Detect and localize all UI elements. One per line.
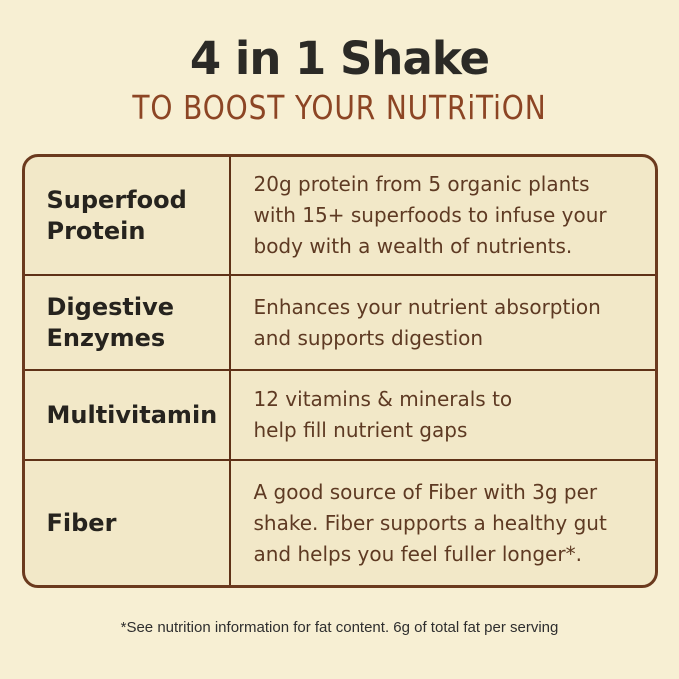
benefit-name-line: Digestive — [46, 292, 175, 321]
benefit-name-cell — [25, 157, 231, 274]
benefit-name-line: Enzymes — [46, 323, 166, 352]
benefit-description-line: help fill nutrient gaps — [253, 418, 468, 443]
table-row-fiber — [25, 459, 655, 585]
footnote: *See nutrition information for fat content. 6g of total fat per serving — [120, 619, 559, 637]
benefit-name-line: Protein — [46, 216, 146, 245]
benefit-description-cell — [231, 276, 655, 369]
table-row-superfood-protein — [25, 157, 655, 274]
benefit-name-cell — [25, 461, 231, 585]
benefit-name-cell — [25, 371, 231, 459]
benefit-description-line: body with a wealth of nutrients. — [253, 234, 573, 259]
benefit-name-line: Multivitamin — [46, 400, 218, 429]
benefit-description-cell — [231, 461, 655, 585]
table-row-digestive-enzymes — [25, 274, 655, 369]
benefit-description-line: with 15+ superfoods to infuse your — [253, 203, 607, 228]
benefit-description-line: shake. Fiber supports a healthy gut — [253, 510, 607, 535]
benefit-description-line: Enhances your nutrient absorption — [253, 294, 601, 319]
table-row-multivitamin — [25, 369, 655, 459]
benefit-description-line: A good source of Fiber with 3g per — [253, 479, 598, 504]
benefits-table — [22, 154, 658, 588]
benefit-name-line: Fiber — [46, 508, 117, 537]
benefit-name-cell — [25, 276, 231, 369]
benefit-description-line: 20g protein from 5 organic plants — [253, 172, 590, 197]
page-title: 4 in 1 Shake — [189, 32, 490, 85]
page-subtitle: TO BOOST YOUR NUTRiTiON — [132, 87, 547, 127]
benefit-description-line: and supports digestion — [253, 325, 484, 350]
benefit-description-line: and helps you feel fuller longer*. — [253, 541, 582, 566]
benefit-name-line: Superfood — [46, 185, 187, 214]
benefit-description-cell — [231, 371, 655, 459]
benefit-description-line: 12 vitamins & minerals to — [253, 387, 513, 412]
benefit-description-cell — [231, 157, 655, 274]
